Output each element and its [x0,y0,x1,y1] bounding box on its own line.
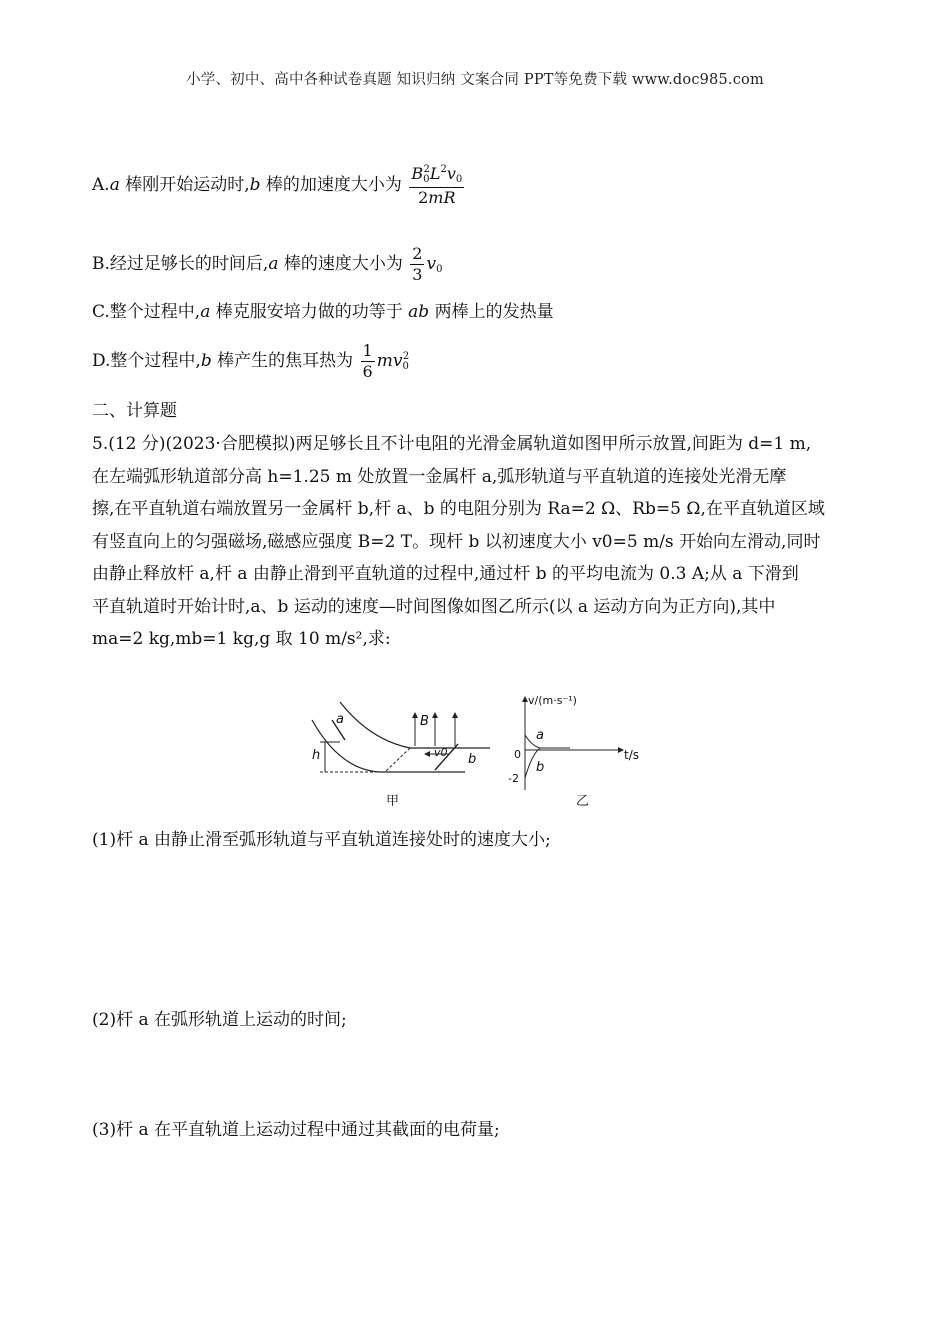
problem-text [92,428,862,656]
figure [300,690,650,810]
label-v0: v0 [434,746,448,759]
section-title: 二、计算题 [92,401,177,421]
question-3: (3)杆 a 在平直轨道上运动过程中通过其截面的电荷量; [92,1120,500,1140]
label-b: b [468,752,477,767]
question-2: (2)杆 a 在弧形轨道上运动的时间; [92,1010,347,1030]
problem-line: 平直轨道时开始计时,a、b 运动的速度—时间图像如图乙所示(以 a 运动方向为正方向),其中 [92,596,776,617]
axis-x-label: t/s [624,748,639,762]
graph-label-a: a [536,728,544,743]
option-d: D.整个过程中,b 棒产生的焦耳热为 $\frac{1}{6}$ $mv_0^2$ [92,341,410,381]
problem-line: 有竖直向上的匀强磁场,磁感应强度 B=2 T。现杆 b 以初速度大小 v0=5 m/s 开始向左滑动,同时 [92,531,821,552]
caption-left: 甲 [386,794,400,809]
label-a: a [336,712,344,727]
tick-neg2: -2 [508,772,519,785]
problem-line: 擦,在平直轨道右端放置另一金属杆 b,杆 a、b 的电阻分别为 Ra=2 Ω、Rb=5 Ω,在平直轨道区域 [92,499,825,519]
page-header: 小学、初中、高中各种试卷真题 知识归纳 文案合同 PPT等免费下载 www.doc985.com [186,72,764,88]
fraction-b: $\frac{2}{3}$ [412,244,423,284]
option-c: C.整个过程中,a 棒克服安培力做的功等于 ab 两棒上的发热量 [92,302,554,322]
fraction-a: $\frac{B_0^2L^2v_0}{2mR}$ [411,164,463,207]
axis-y-label: v/(m·s⁻¹) [528,694,577,707]
problem-line: 5.(12 分)(2023·合肥模拟)两足够长且不计电阻的光滑金属轨道如图甲所示放置,间距为 d=1 m, [92,434,812,454]
problem-line: 由静止释放杆 a,杆 a 由静止滑到平直轨道的过程中,通过杆 b 的平均电流为 0.3 A;从 a 下滑到 [92,564,799,584]
fraction-d: $\frac{1}{6}$ [362,341,373,381]
option-a: A.a 棒刚开始运动时,b 棒的加速度大小为 $\frac{B_0^2L^2v_0}{2mR}$ [92,164,463,207]
graph-label-b: b [536,760,545,775]
problem-line: ma=2 kg,mb=1 kg,g 取 10 m/s²,求: [92,629,391,649]
problem-line: 在左端弧形轨道部分高 h=1.25 m 处放置一金属杆 a,弧形轨道与平直轨道的连接处光滑无摩 [92,466,787,487]
option-b: B.经过足够长的时间后,a 棒的速度大小为 $\frac{2}{3}$ $v_0$ [92,244,443,284]
label-h: h [312,748,321,763]
question-1: (1)杆 a 由静止滑至弧形轨道与平直轨道连接处时的速度大小; [92,830,551,850]
tick-zero: 0 [514,748,521,761]
label-B: B [420,714,429,729]
figure-diagram [300,690,650,810]
caption-right: 乙 [576,794,590,809]
